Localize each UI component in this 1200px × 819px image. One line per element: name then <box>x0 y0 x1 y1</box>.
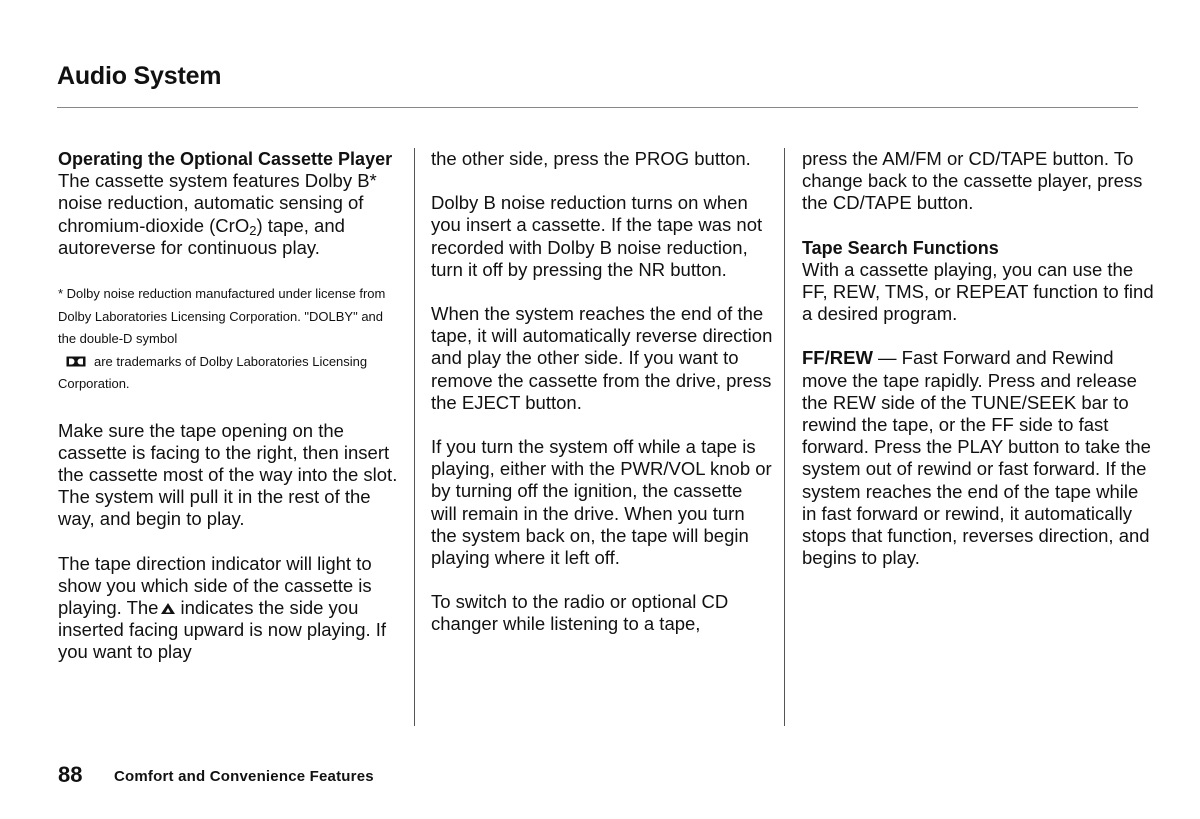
paragraph-change-back: press the AM/FM or CD/TAPE button. To change back to the cassette player, press the CD/TAPE button. <box>802 148 1143 214</box>
paragraph-ff-rew: FF/REW — Fast Forward and Rewind move the tape rapidly. Press and release the REW side of the TUNE/SEEK bar to rewind the tape, or the FF side to fast forward. Press the PLAY button to take the system out of rewind or fast forward. If the system reaches the end of the tape while in fast forward or rewind, it automatically stops that function, reverses direction, and begins to play. <box>802 347 1151 569</box>
section-name: Comfort and Convenience Features <box>114 768 374 785</box>
section-heading-tape-search: Tape Search Functions <box>802 237 999 258</box>
column-1 <box>58 148 400 664</box>
paragraph-system-off: If you turn the system off while a tape is playing, either with the PWR/VOL knob or by turning off the ignition, the cassette will remain in the drive. When you turn the system back on, the tape will begin playing where it left off. <box>431 436 772 569</box>
paragraph-dolby-nr: Dolby B noise reduction turns on when you insert a cassette. If the tape was not recorded with Dolby B noise reduction, turn it off by pressing the NR button. <box>431 192 763 280</box>
paragraph-switch-source: To switch to the radio or optional CD changer while listening to a tape, <box>431 591 729 635</box>
page-title: Audio System <box>57 62 222 90</box>
page-number: 88 <box>58 762 83 787</box>
paragraph-insert-cassette: Make sure the tape opening on the cassette is facing to the right, then insert the cassette most of the way into the slot. The system will pull it in the rest of the way, and begin to play. <box>58 419 398 530</box>
dolby-double-d-icon <box>66 356 86 367</box>
title-rule <box>57 107 1138 108</box>
column-2 <box>431 148 773 636</box>
paragraph-direction-indicator: The tape direction indicator will light to show you which side of the cassette is playing. The indicates the side you inserted facing upward is now playing. If you want to play <box>58 552 387 663</box>
tape-direction-triangle-icon <box>160 602 176 615</box>
paragraph-prog-button: the other side, press the PROG button. <box>431 148 751 169</box>
paragraph-autoreverse: When the system reaches the end of the tape, it will automatically reverse direction and play the other side. If you want to remove the cassette from the drive, press the EJECT button. <box>431 303 773 413</box>
column-divider-1 <box>414 148 415 726</box>
dolby-footnote: * Dolby noise reduction manufactured under license from Dolby Laboratories Licensing Corporation. "DOLBY" and the double-D symbol are trademarks of Dolby Laboratories Licensing Corporation. <box>58 286 386 392</box>
section-heading-cassette: Operating the Optional Cassette Player <box>58 149 393 169</box>
page-footer <box>58 762 374 788</box>
paragraph-tape-search: With a cassette playing, you can use the FF, REW, TMS, or REPEAT function to find a desired program. <box>802 258 1154 325</box>
column-3 <box>802 148 1154 569</box>
column-divider-2 <box>784 148 785 726</box>
paragraph-cassette-features: The cassette system features Dolby B* noise reduction, automatic sensing of chromium-dioxide (CrO$_2$) tape, and autoreverse for continuous play. <box>58 170 377 258</box>
